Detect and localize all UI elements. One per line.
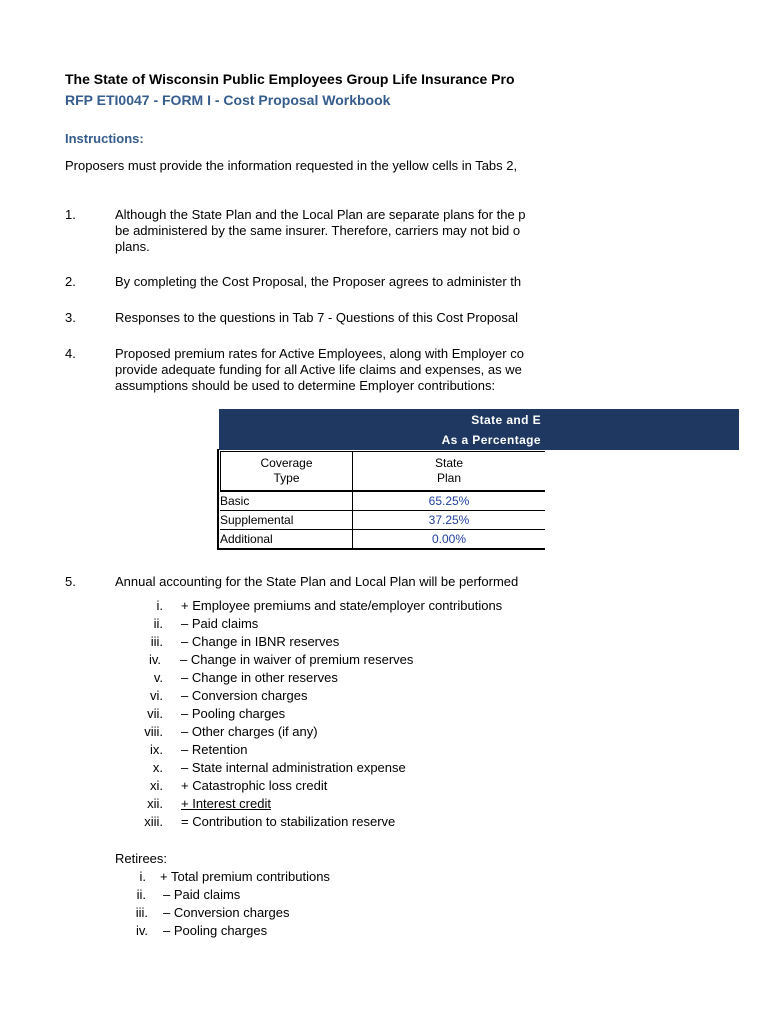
accounting-item-6: – Conversion charges bbox=[181, 688, 308, 703]
accounting-roman-5: v. bbox=[153, 670, 163, 685]
item-1-text bbox=[115, 207, 526, 255]
accounting-item-7: – Pooling charges bbox=[181, 706, 286, 721]
retiree-roman-3: iii. bbox=[135, 905, 148, 920]
table-header-line-2: As a Percentage bbox=[441, 433, 541, 447]
item-number-2: 2. bbox=[65, 274, 76, 289]
item-number-4: 4. bbox=[65, 346, 76, 361]
accounting-roman-10: x. bbox=[152, 760, 163, 775]
item-number-5: 5. bbox=[65, 574, 76, 589]
item-2-text: By completing the Cost Proposal, the Proposer agrees to administer th bbox=[115, 274, 522, 289]
retiree-roman-4: iv. bbox=[135, 923, 148, 938]
retirees-heading: Retirees: bbox=[115, 851, 168, 866]
instructions-heading: Instructions: bbox=[65, 131, 144, 146]
accounting-roman-3: iii. bbox=[150, 634, 163, 649]
accounting-item-10: – State internal administration expense bbox=[181, 760, 406, 775]
accounting-item-13: = Contribution to stabilization reserve bbox=[181, 814, 396, 829]
col-header-coverage-type bbox=[220, 451, 353, 491]
col-header-type-label: Type bbox=[273, 471, 300, 485]
table-row-supplemental-state-plan: 37.25% bbox=[352, 510, 545, 530]
col-header-state-label: State bbox=[434, 456, 464, 470]
item-number-1: 1. bbox=[65, 207, 76, 222]
table-header-line-1: State and E bbox=[471, 413, 541, 427]
table-header-band bbox=[219, 409, 739, 450]
accounting-item-8: – Other charges (if any) bbox=[181, 724, 318, 739]
retiree-item-1: + Total premium contributions bbox=[160, 869, 330, 884]
retiree-item-3: – Conversion charges bbox=[163, 905, 290, 920]
table-row-basic-type: Basic bbox=[220, 491, 353, 511]
accounting-roman-7: vii. bbox=[147, 706, 163, 721]
item-4-line-1: Proposed premium rates for Active Employees, along with Employer co bbox=[115, 346, 524, 361]
item-number-3: 3. bbox=[65, 310, 76, 325]
accounting-roman-4: iv. bbox=[148, 652, 161, 667]
accounting-roman-13: xiii. bbox=[144, 814, 163, 829]
table-outer-left-border bbox=[217, 449, 219, 550]
accounting-item-2: – Paid claims bbox=[181, 616, 259, 631]
item-4-line-3: assumptions should be used to determine Employer contributions: bbox=[115, 378, 496, 393]
document-title: The State of Wisconsin Public Employees Group Life Insurance Pro bbox=[65, 71, 515, 87]
document-subtitle: RFP ETI0047 - FORM I - Cost Proposal Workbook bbox=[65, 92, 391, 108]
item-3-text: Responses to the questions in Tab 7 - Questions of this Cost Proposal bbox=[115, 310, 518, 325]
retiree-item-2: – Paid claims bbox=[163, 887, 241, 902]
table-row-supplemental-type: Supplemental bbox=[220, 510, 353, 530]
item-1-line-3: plans. bbox=[115, 239, 150, 254]
item-1-line-1: Although the State Plan and the Local Plan are separate plans for the p bbox=[115, 207, 526, 222]
col-header-coverage-label: Coverage bbox=[260, 456, 313, 470]
accounting-roman-11: xi. bbox=[150, 778, 163, 793]
accounting-item-12: + Interest credit bbox=[181, 796, 271, 811]
accounting-item-4: – Change in waiver of premium reserves bbox=[180, 652, 414, 667]
accounting-roman-6: vi. bbox=[150, 688, 163, 703]
retiree-roman-2: ii. bbox=[136, 887, 146, 902]
table-row-additional-state-plan: 0.00% bbox=[352, 529, 545, 549]
item-4-text bbox=[115, 346, 524, 394]
col-header-state-plan bbox=[352, 451, 545, 491]
table-row-basic-state-plan: 65.25% bbox=[352, 491, 545, 511]
col-header-plan-label: Plan bbox=[436, 471, 462, 485]
retiree-roman-1: i. bbox=[139, 869, 146, 884]
accounting-roman-9: ix. bbox=[150, 742, 163, 757]
item-4-line-2: provide adequate funding for all Active life claims and expenses, as we bbox=[115, 362, 522, 377]
accounting-roman-8: viii. bbox=[144, 724, 163, 739]
retiree-item-4: – Pooling charges bbox=[163, 923, 268, 938]
accounting-roman-1: i. bbox=[156, 598, 163, 613]
item-5-text: Annual accounting for the State Plan and Local Plan will be performed bbox=[115, 574, 519, 589]
accounting-roman-12: xii. bbox=[147, 796, 163, 811]
item-1-line-2: be administered by the same insurer. Therefore, carriers may not bid o bbox=[115, 223, 521, 238]
accounting-roman-2: ii. bbox=[153, 616, 163, 631]
accounting-item-5: – Change in other reserves bbox=[181, 670, 338, 685]
instructions-intro: Proposers must provide the information requested in the yellow cells in Tabs 2, bbox=[65, 158, 518, 173]
accounting-item-3: – Change in IBNR reserves bbox=[181, 634, 340, 649]
accounting-item-11: + Catastrophic loss credit bbox=[181, 778, 328, 793]
accounting-item-9: – Retention bbox=[181, 742, 248, 757]
accounting-item-1: + Employee premiums and state/employer contributions bbox=[181, 598, 503, 613]
table-row-additional-type: Additional bbox=[220, 529, 353, 549]
